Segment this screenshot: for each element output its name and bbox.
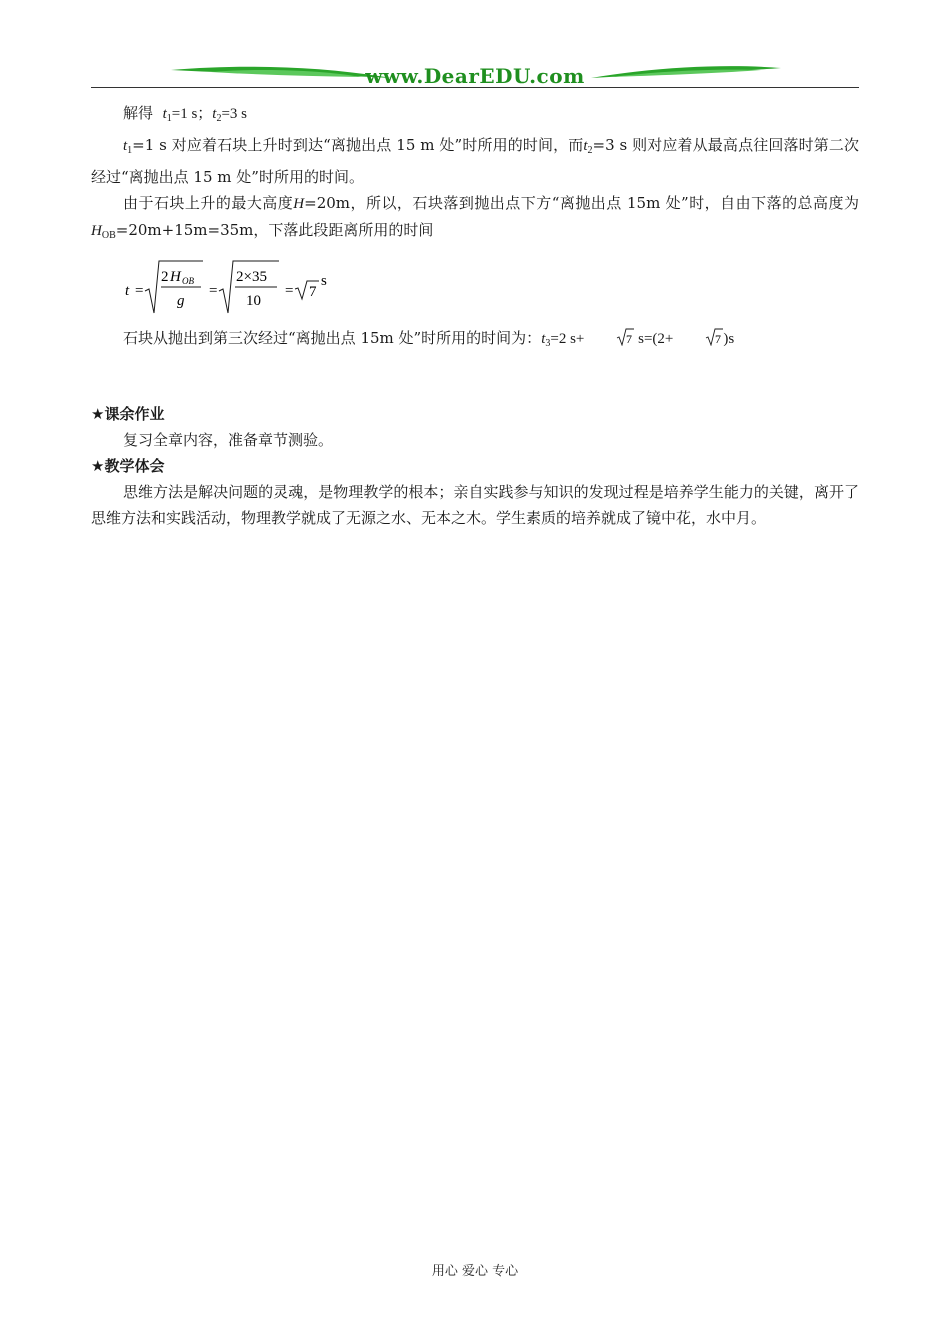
svg-text:OB: OB bbox=[182, 276, 194, 286]
reflection-text: 思维方法是解决问题的灵魂，是物理教学的根本；亲自实践参与知识的发现过程是培养学生能力的关键，离开了思维方法和实践活动，物理教学就成了无源之水、无本之木。学生素质的培养就成了镜中花，水中月。 bbox=[91, 483, 859, 527]
sqrt-seven-2 bbox=[673, 325, 723, 351]
site-header bbox=[91, 60, 859, 88]
svg-text:=: = bbox=[135, 283, 144, 299]
svg-text:2×35: 2×35 bbox=[236, 269, 267, 285]
svg-text:t: t bbox=[125, 283, 130, 299]
homework-heading: ★课余作业 bbox=[91, 405, 165, 423]
solve-line: 解得 $t_1=1$ s；$t_2=3$ s bbox=[123, 104, 248, 124]
explanation-paragraph: $t_1=1$ s 对应着石块上升时到达“离抛出点 15 m 处”时所用的时间，而$t_2=3$ s 则对应着从最高点往回落时第二次经过“离抛出点 15 m 处”时所用的时间。 bbox=[91, 136, 859, 186]
height-paragraph: 由于石块上升的最大高度H=20m，所以，石块落到抛出点下方“离抛出点 15m 处”时，自由下落的总高度为$H_{OB}=20m+15m=35m$，下落此段距离所用的时间 bbox=[91, 194, 859, 241]
svg-text:7: 7 bbox=[715, 332, 722, 346]
svg-text:7: 7 bbox=[626, 332, 633, 346]
svg-text:=: = bbox=[285, 283, 294, 299]
document-body bbox=[91, 100, 859, 531]
reflection-heading: ★教学体会 bbox=[91, 457, 165, 475]
svg-text:=: = bbox=[209, 283, 218, 299]
svg-text:10: 10 bbox=[246, 293, 261, 309]
svg-text:2: 2 bbox=[161, 269, 169, 285]
svg-text:7: 7 bbox=[309, 284, 317, 300]
total-time-paragraph: 石块从抛出到第三次经过“离抛出点 15m 处”时所用的时间为：$t_3=2$ s+ 7 s=(2+ 7 )s bbox=[91, 325, 859, 357]
svg-text:H: H bbox=[170, 269, 181, 285]
spacer bbox=[91, 357, 859, 401]
svg-text:s: s bbox=[321, 273, 327, 289]
header-divider bbox=[91, 87, 859, 88]
time-formula bbox=[91, 257, 859, 321]
page-footer: 用心 爱心 专心 bbox=[431, 1264, 519, 1279]
homework-text: 复习全章内容，准备章节测验。 bbox=[123, 431, 334, 449]
formula-graphic bbox=[121, 257, 381, 321]
sqrt-seven-1 bbox=[584, 325, 634, 351]
site-name[interactable]: www.DearEDU.com bbox=[365, 64, 585, 88]
svg-text:g: g bbox=[177, 293, 185, 309]
